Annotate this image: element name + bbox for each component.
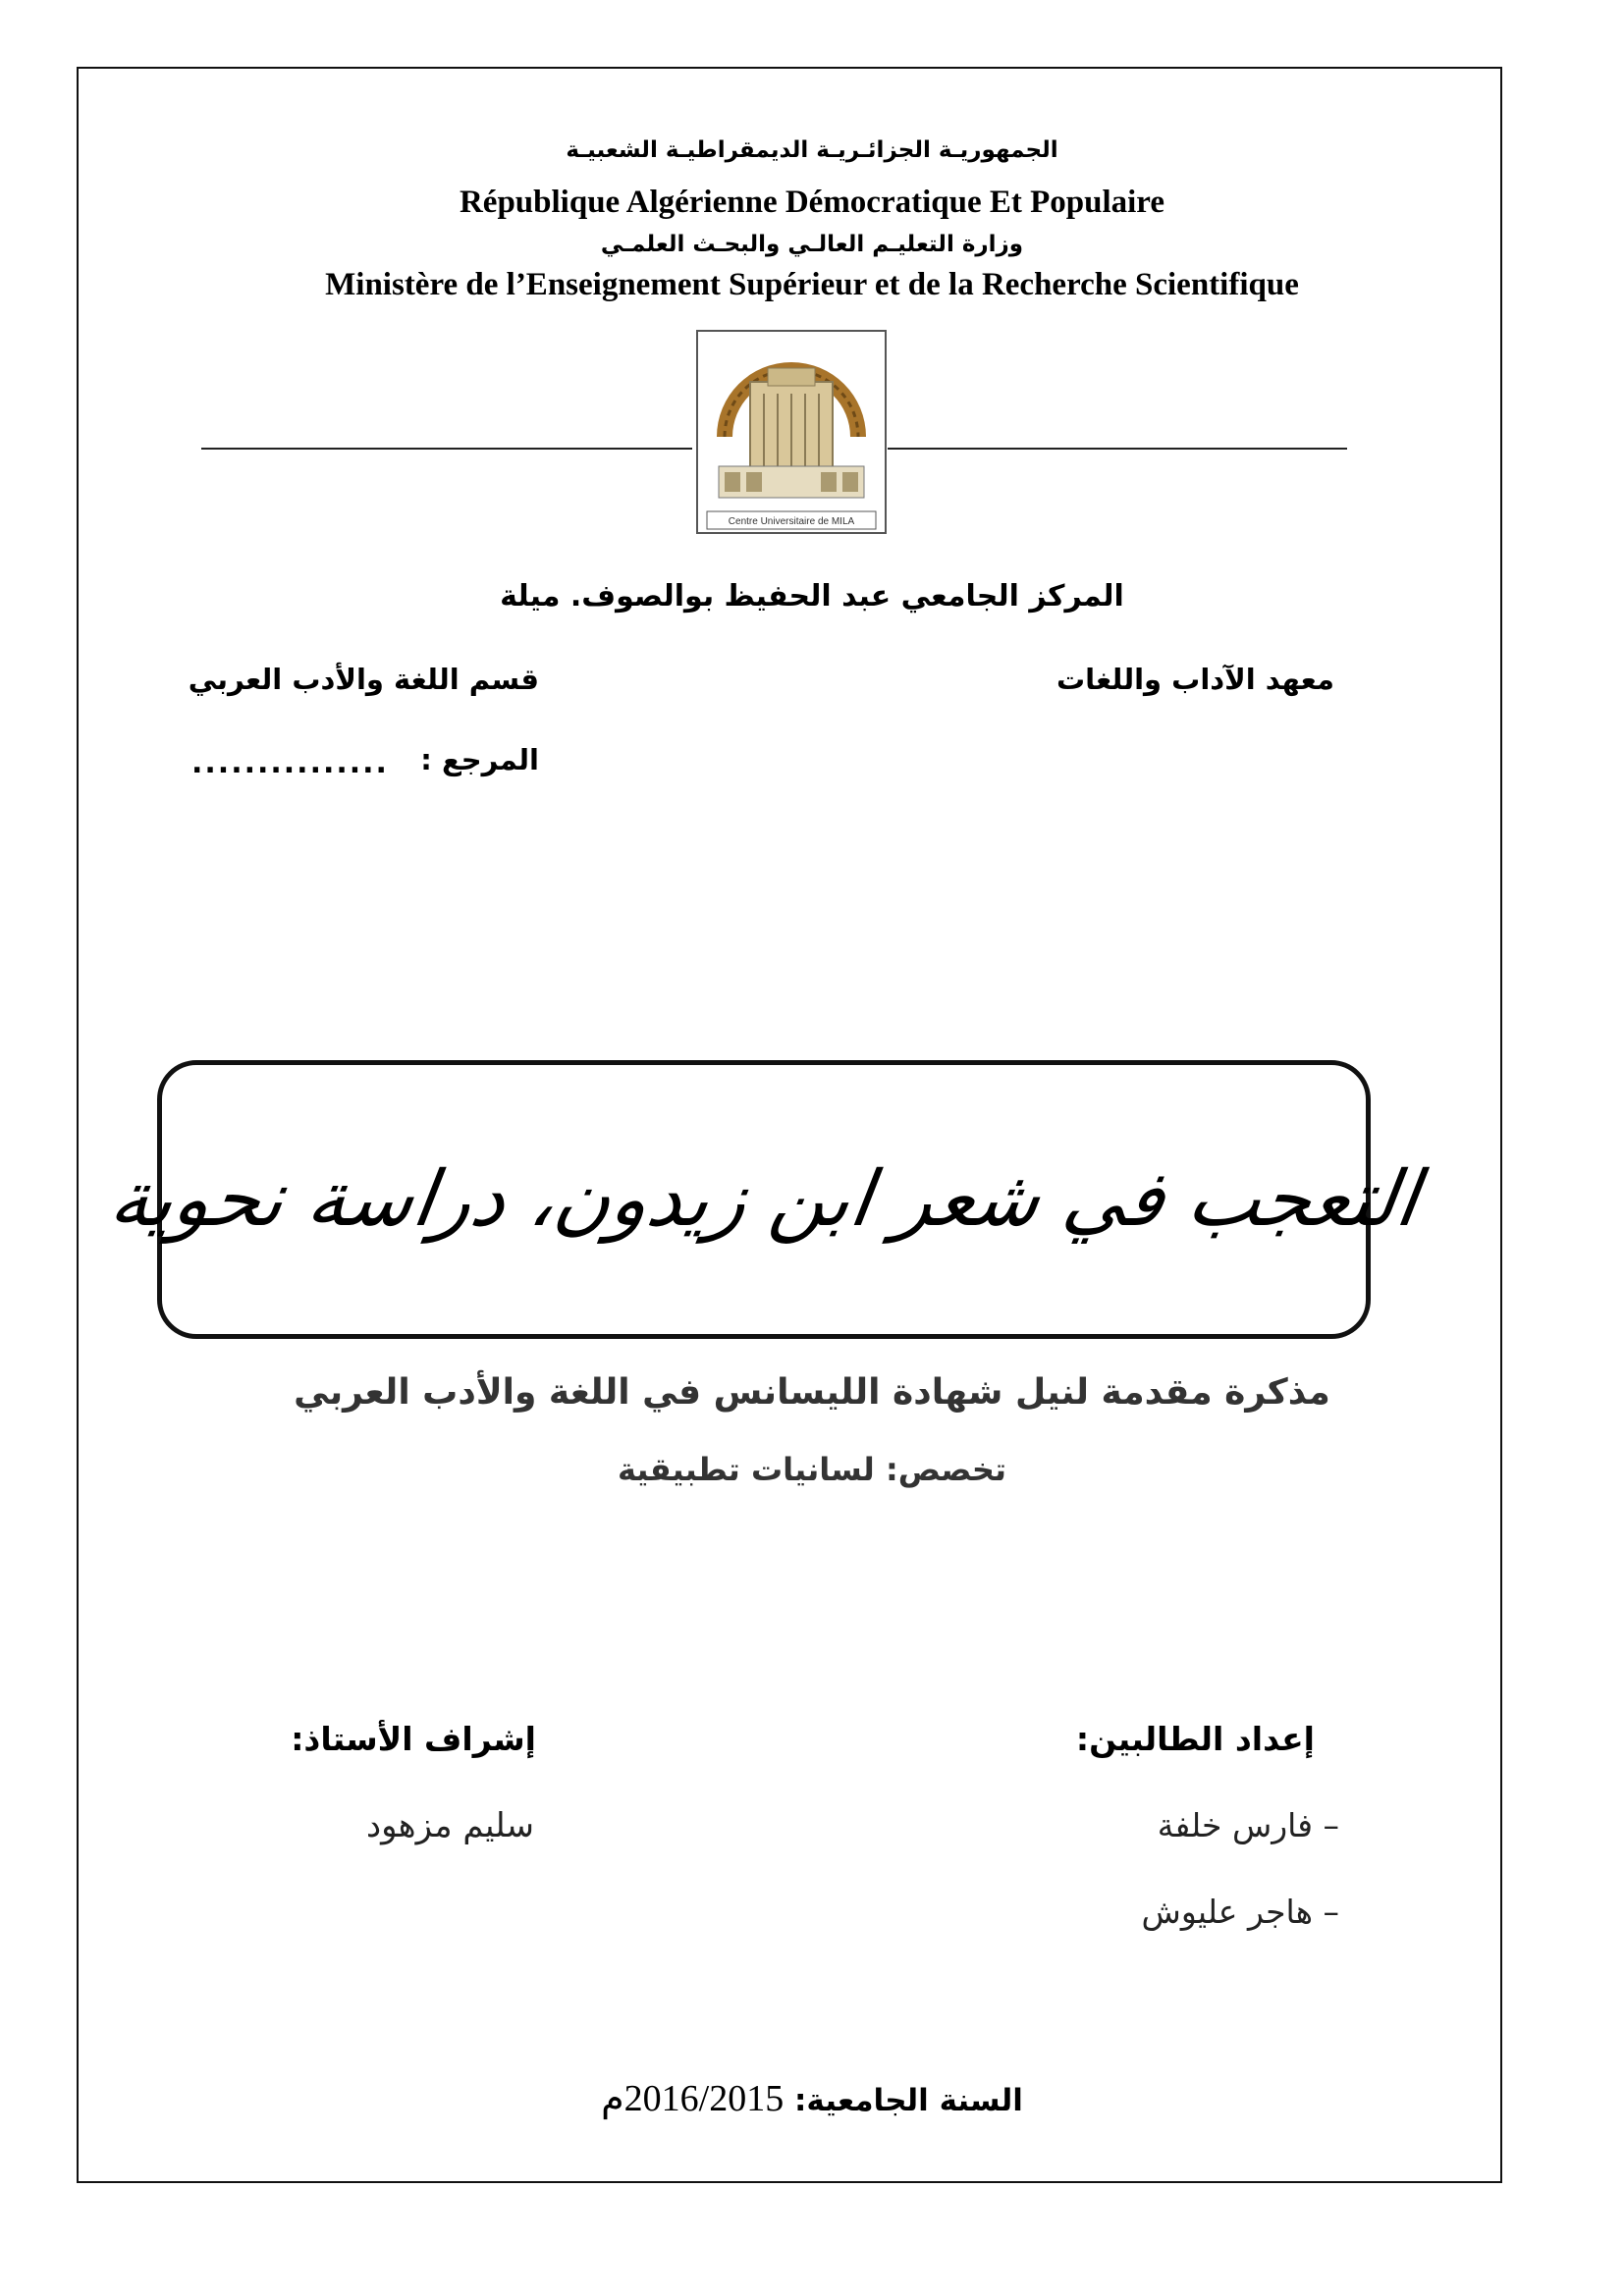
reference-value: ............... bbox=[191, 746, 389, 780]
title-frame bbox=[104, 1060, 1424, 1339]
student-name: – هاجر عليوش bbox=[1141, 1893, 1339, 1931]
republic-french: République Algérienne Démocratique Et Populaire bbox=[459, 185, 1165, 220]
thesis-title: التعجب في شعر ابن زيدون، دراسة نحوية bbox=[104, 1155, 1424, 1244]
supervisor-label: إشراف الأستاذ: bbox=[291, 1720, 536, 1758]
republic-arabic: الجمهوريـة الجزائـريـة الديمقراطيـة الشعبيـة bbox=[566, 137, 1058, 163]
supervisor-name: سليم مزهود bbox=[365, 1806, 534, 1845]
department-name: قسم اللغة والأدب العربي bbox=[188, 663, 539, 696]
academic-year-label: السنة الجامعية: bbox=[794, 2083, 1023, 2118]
logo-caption: Centre Universitaire de MILA bbox=[728, 516, 855, 527]
student-name: – فارس خلفة bbox=[1157, 1806, 1339, 1844]
specialty: تخصص: لسانيات تطبيقية bbox=[618, 1451, 1006, 1488]
ministry-french: Ministère de l’Enseignement Supérieur et de la Recherche Scientifique bbox=[325, 267, 1299, 302]
divider-right bbox=[888, 448, 1347, 450]
prepared-by-label: إعداد الطالبين: bbox=[1075, 1720, 1315, 1758]
ministry-arabic: وزارة التعليـم العالـي والبحـث العلمـي bbox=[600, 232, 1024, 257]
university-center-name: المركز الجامعي عبد الحفيظ بوالصوف. ميلة bbox=[500, 579, 1124, 614]
academic-year bbox=[0, 2076, 1624, 2120]
divider-left bbox=[201, 448, 692, 450]
academic-year-value: 2016/2015م bbox=[601, 2078, 785, 2119]
memo-description: مذكرة مقدمة لنيل شهادة الليسانس في اللغة والأدب العربي bbox=[294, 1372, 1330, 1413]
institute-name: معهد الآداب واللغات bbox=[1056, 663, 1334, 696]
reference-label: المرجع : bbox=[420, 743, 539, 776]
university-logo bbox=[695, 329, 888, 535]
